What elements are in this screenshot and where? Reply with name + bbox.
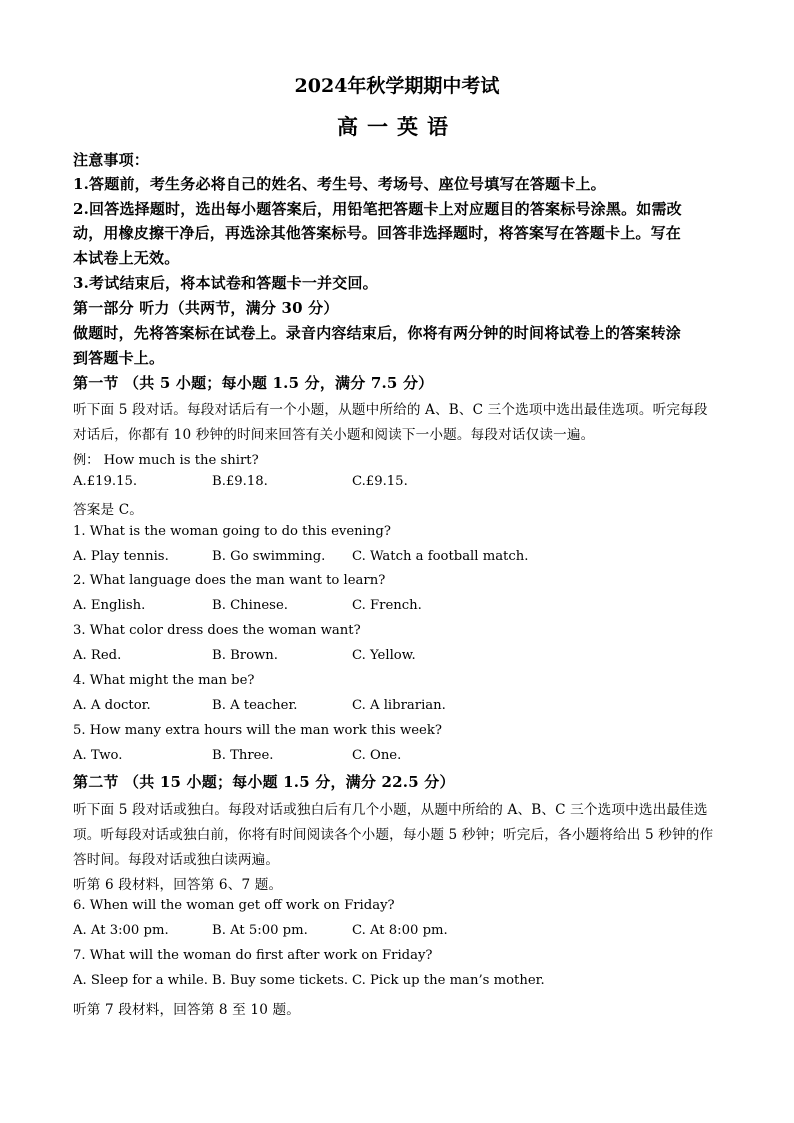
part1-instruction-line-1: 做题时，先将答案标在试卷上。录音内容结束后，你将有两分钟的时间将试卷上的答案转涂 [73, 324, 682, 342]
notice-item-1: 1.答题前，考生务必将自己的姓名、考生号、考场号、座位号填写在答题卡上。 [73, 175, 606, 193]
part1-instruction-line-2: 到答题卡上。 [73, 349, 165, 367]
question-4: 4. What might the man be? [73, 673, 255, 688]
question-2-option-c: C. French. [352, 598, 422, 613]
question-1-option-b: B. Go swimming. [212, 549, 326, 564]
question-3-option-c: C. Yellow. [352, 648, 416, 663]
section2-instruction-line-1: 听下面 5 段对话或独白。每段对话或独白后有几个小题，从题中所给的 A、B、C 三个选项中选出最佳选 [73, 802, 708, 818]
example-option-b: B.£9.18. [212, 474, 268, 489]
question-2-option-b: B. Chinese. [212, 598, 288, 613]
question-1: 1. What is the woman going to do this evening? [73, 524, 391, 539]
question-5: 5. How many extra hours will the man work this week? [73, 723, 442, 738]
question-7-option-c: C. Pick up the man’s mother. [352, 973, 545, 988]
notice-item-2-line-1: 2.回答选择题时，选出每小题答案后，用铅笔把答题卡上对应题目的答案标号涂黑。如需改 [73, 200, 682, 218]
question-5-option-c: C. One. [352, 748, 402, 763]
part1-heading: 第一部分 听力（共两节，满分 30 分） [73, 299, 339, 317]
example-answer: 答案是 C。 [73, 502, 143, 518]
question-6: 6. When will the woman get off work on Friday? [73, 898, 395, 913]
section2-instruction-line-2: 项。听每段对话或独白前，你将有时间阅读各个小题，每小题 5 秒钟；听完后，各小题将给出 5 秒钟的作 [73, 827, 714, 843]
question-7: 7. What will the woman do first after work on Friday? [73, 948, 433, 963]
notice-item-2-line-2: 动，用橡皮擦干净后，再选涂其他答案标号。回答非选择题时，将答案写在答题卡上。写在 [73, 224, 682, 242]
question-6-option-b: B. At 5:00 pm. [212, 923, 308, 938]
question-2: 2. What language does the man want to learn? [73, 573, 386, 588]
question-4-option-c: C. A librarian. [352, 698, 446, 713]
question-7-option-a: A. Sleep for a while. [73, 973, 208, 988]
question-2-option-a: A. English. [73, 598, 146, 613]
exam-title: 2024年秋学期期中考试 [294, 75, 500, 97]
question-3-option-a: A. Red. [73, 648, 122, 663]
section2-heading: 第二节 （共 15 小题；每小题 1.5 分，满分 22.5 分） [73, 773, 455, 791]
question-4-option-a: A. A doctor. [73, 698, 151, 713]
section1-instruction-line-2: 对话后，你都有 10 秒钟的时间来回答有关小题和阅读下一小题。每段对话仅读一遍。 [73, 427, 595, 443]
material-6-instruction: 听第 6 段材料，回答第 6、7 题。 [73, 877, 283, 893]
example-question: 例： How much is the shirt? [73, 453, 259, 468]
exam-subject: 高一英语 [337, 114, 457, 139]
question-6-option-c: C. At 8:00 pm. [352, 923, 448, 938]
notice-heading: 注意事项： [73, 151, 150, 169]
question-4-option-b: B. A teacher. [212, 698, 298, 713]
question-3-option-b: B. Brown. [212, 648, 278, 663]
question-7-option-b: B. Buy some tickets. [212, 973, 349, 988]
notice-item-3: 3.考试结束后，将本试卷和答题卡一并交回。 [73, 274, 378, 292]
section1-instruction-line-1: 听下面 5 段对话。每段对话后有一个小题，从题中所给的 A、B、C 三个选项中选出最佳选项。听完每段 [73, 402, 708, 418]
question-5-option-b: B. Three. [212, 748, 274, 763]
question-3: 3. What color dress does the woman want? [73, 623, 361, 638]
material-7-instruction: 听第 7 段材料，回答第 8 至 10 题。 [73, 1002, 300, 1018]
question-1-option-a: A. Play tennis. [73, 549, 169, 564]
question-1-option-c: C. Watch a football match. [352, 549, 529, 564]
section2-instruction-line-3: 答时间。每段对话或独白读两遍。 [73, 852, 280, 868]
example-option-c: C.£9.15. [352, 474, 408, 489]
notice-item-2-line-3: 本试卷上无效。 [73, 249, 180, 267]
section1-heading: 第一节 （共 5 小题；每小题 1.5 分，满分 7.5 分） [73, 374, 434, 392]
question-5-option-a: A. Two. [73, 748, 123, 763]
question-6-option-a: A. At 3:00 pm. [73, 923, 169, 938]
example-option-a: A.£19.15. [73, 474, 138, 489]
